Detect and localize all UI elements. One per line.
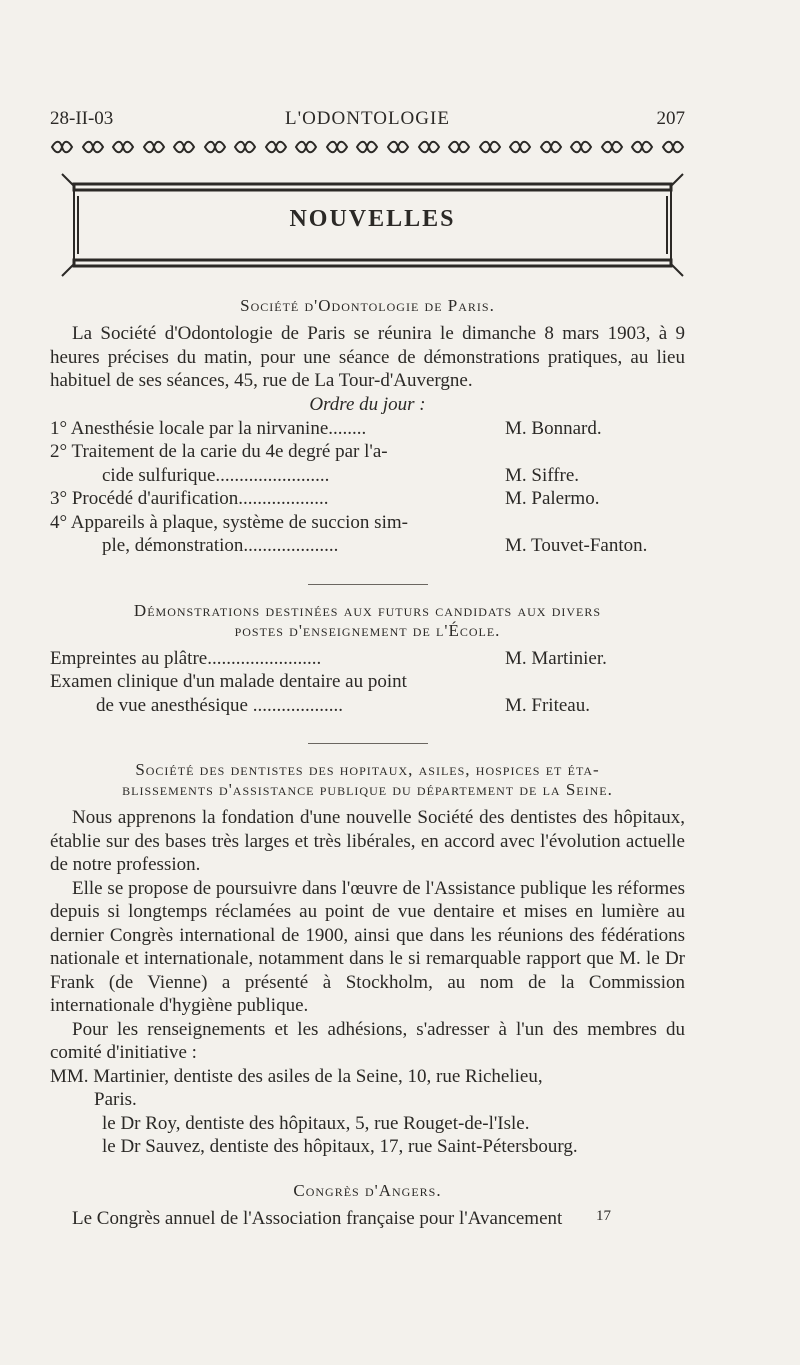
knot-ornament [417,140,441,158]
knot-ornament [294,140,318,158]
section-divider [308,584,428,585]
member-line: le Dr Roy, dentiste des hôpitaux, 5, rue Rouget-de-l'Isle. [102,1112,530,1134]
presenter-name: M. Friteau. [505,694,590,716]
issue-date: 28-II-03 [50,108,114,129]
item-text: Empreintes au plâtre........................ [50,647,322,669]
banner-title: NOUVELLES [289,206,456,232]
knot-ornament [233,140,257,158]
item-text: de vue anesthésique ................... [96,694,343,716]
list-item [50,417,685,441]
paragraph-congres: Le Congrès annuel de l'Association française pour l'Avancement [72,1207,563,1229]
ordre-du-jour-label: Ordre du jour : [309,393,426,415]
presenter-name: M. Touvet-Fanton. [505,535,648,556]
section-title-line-1: Démonstrations destinées aux futurs candidats aux divers [133,600,602,620]
knot-ornament [355,140,379,158]
signature-mark: 17 [596,1208,611,1224]
knot-ornament [111,140,135,158]
presenter-name: M. Palermo. [505,488,600,509]
section-title-odontologie: Société d'Odontologie de Paris. [240,296,495,315]
section-title-line-2: postes d'enseignement de l'École. [234,620,501,640]
item-text: 3° Procédé d'aurification................... [50,488,329,509]
section-title-demonstrations [50,601,685,641]
knot-ornament [50,140,74,158]
agenda-list [50,417,685,558]
knot-ornament [81,140,105,158]
members-list [50,1065,685,1159]
item-text: cide sulfurique........................ [102,464,330,486]
member-line: Paris. [94,1089,137,1110]
presenter-name: M. Bonnard. [505,417,602,439]
section-title-line-1: Société des dentistes des hopitaux, asiles, hospices et éta- [135,760,600,779]
paragraph-seance: La Société d'Odontologie de Paris se réunira le dimanche 8 mars 1903, à 9 heures précises du matin, pour une séance de démonstrations pratiques, au lieu habituel de ses séances, 45, rue de La Tour-d'Auvergne. [50,323,685,391]
knot-ornament [661,140,685,158]
knot-ornament [142,140,166,158]
paragraph-fondation: Nous apprenons la fondation d'une nouvelle Société des dentistes des hôpitaux, établie sur des bases très larges et très libérales, en accord avec l'évolution actuelle de notre profession. [50,807,685,875]
section-title-dentistes [50,760,685,800]
demonstrations-list [50,647,685,718]
item-text: 4° Appareils à plaque, système de succion sim- [50,511,408,533]
list-item [50,440,685,487]
knot-ornament [508,140,532,158]
paragraph-reformes: Elle se propose de poursuivre dans l'œuvre de l'Assistance publique les réformes depuis si longtemps réclamées au point de vue dentaire et mises en lumière au dernier Congrès international de 1900, ainsi que dans les réunions des fédérations nationale et internationale, notamment dans le si remarquable rapport que M. le Dr Frank (de Vienne) a présenté à Stockholm, au nom de la Commission internationale d'hygiène publique. [50,877,685,1016]
journal-title: L'ODONTOLOGIE [285,108,450,129]
list-item [50,487,685,511]
knot-ornament [264,140,288,158]
knot-ornament [172,140,196,158]
knot-ornament [447,140,471,158]
list-item [50,647,685,671]
knot-ornament [539,140,563,158]
presenter-name: M. Siffre. [505,464,580,486]
member-line: le Dr Sauvez, dentiste des hôpitaux, 17, rue Saint-Pétersbourg. [102,1136,578,1157]
member-line: MM. Martinier, dentiste des asiles de la Seine, 10, rue Richelieu, [50,1065,543,1087]
item-text: 2° Traitement de la carie du 4e degré par l'a- [50,441,388,462]
presenter-name: M. Martinier. [505,647,607,669]
section-title-line-2: blissements d'assistance publique du département de la Seine. [122,780,613,799]
running-head [50,100,685,134]
section-title-angers: Congrès d'Angers. [293,1180,442,1200]
list-item [50,670,685,717]
section-divider [308,743,428,744]
knot-ornament [600,140,624,158]
news-banner [60,170,685,280]
knot-ornament [478,140,502,158]
knot-ornament [203,140,227,158]
list-item [50,511,685,558]
item-text: ple, démonstration.................... [102,535,339,556]
paragraph-renseignements: Pour les renseignements et les adhésions, s'adresser à l'un des membres du comité d'initiative : [50,1018,685,1063]
item-text: 1° Anesthésie locale par la nirvanine........ [50,417,367,439]
journal-page [50,100,685,1230]
ornament-row [50,140,685,158]
item-text: Examen clinique d'un malade dentaire au point [50,671,407,692]
knot-ornament [386,140,410,158]
knot-ornament [630,140,654,158]
knot-ornament [325,140,349,158]
page-number: 207 [656,108,685,129]
knot-ornament [569,140,593,158]
